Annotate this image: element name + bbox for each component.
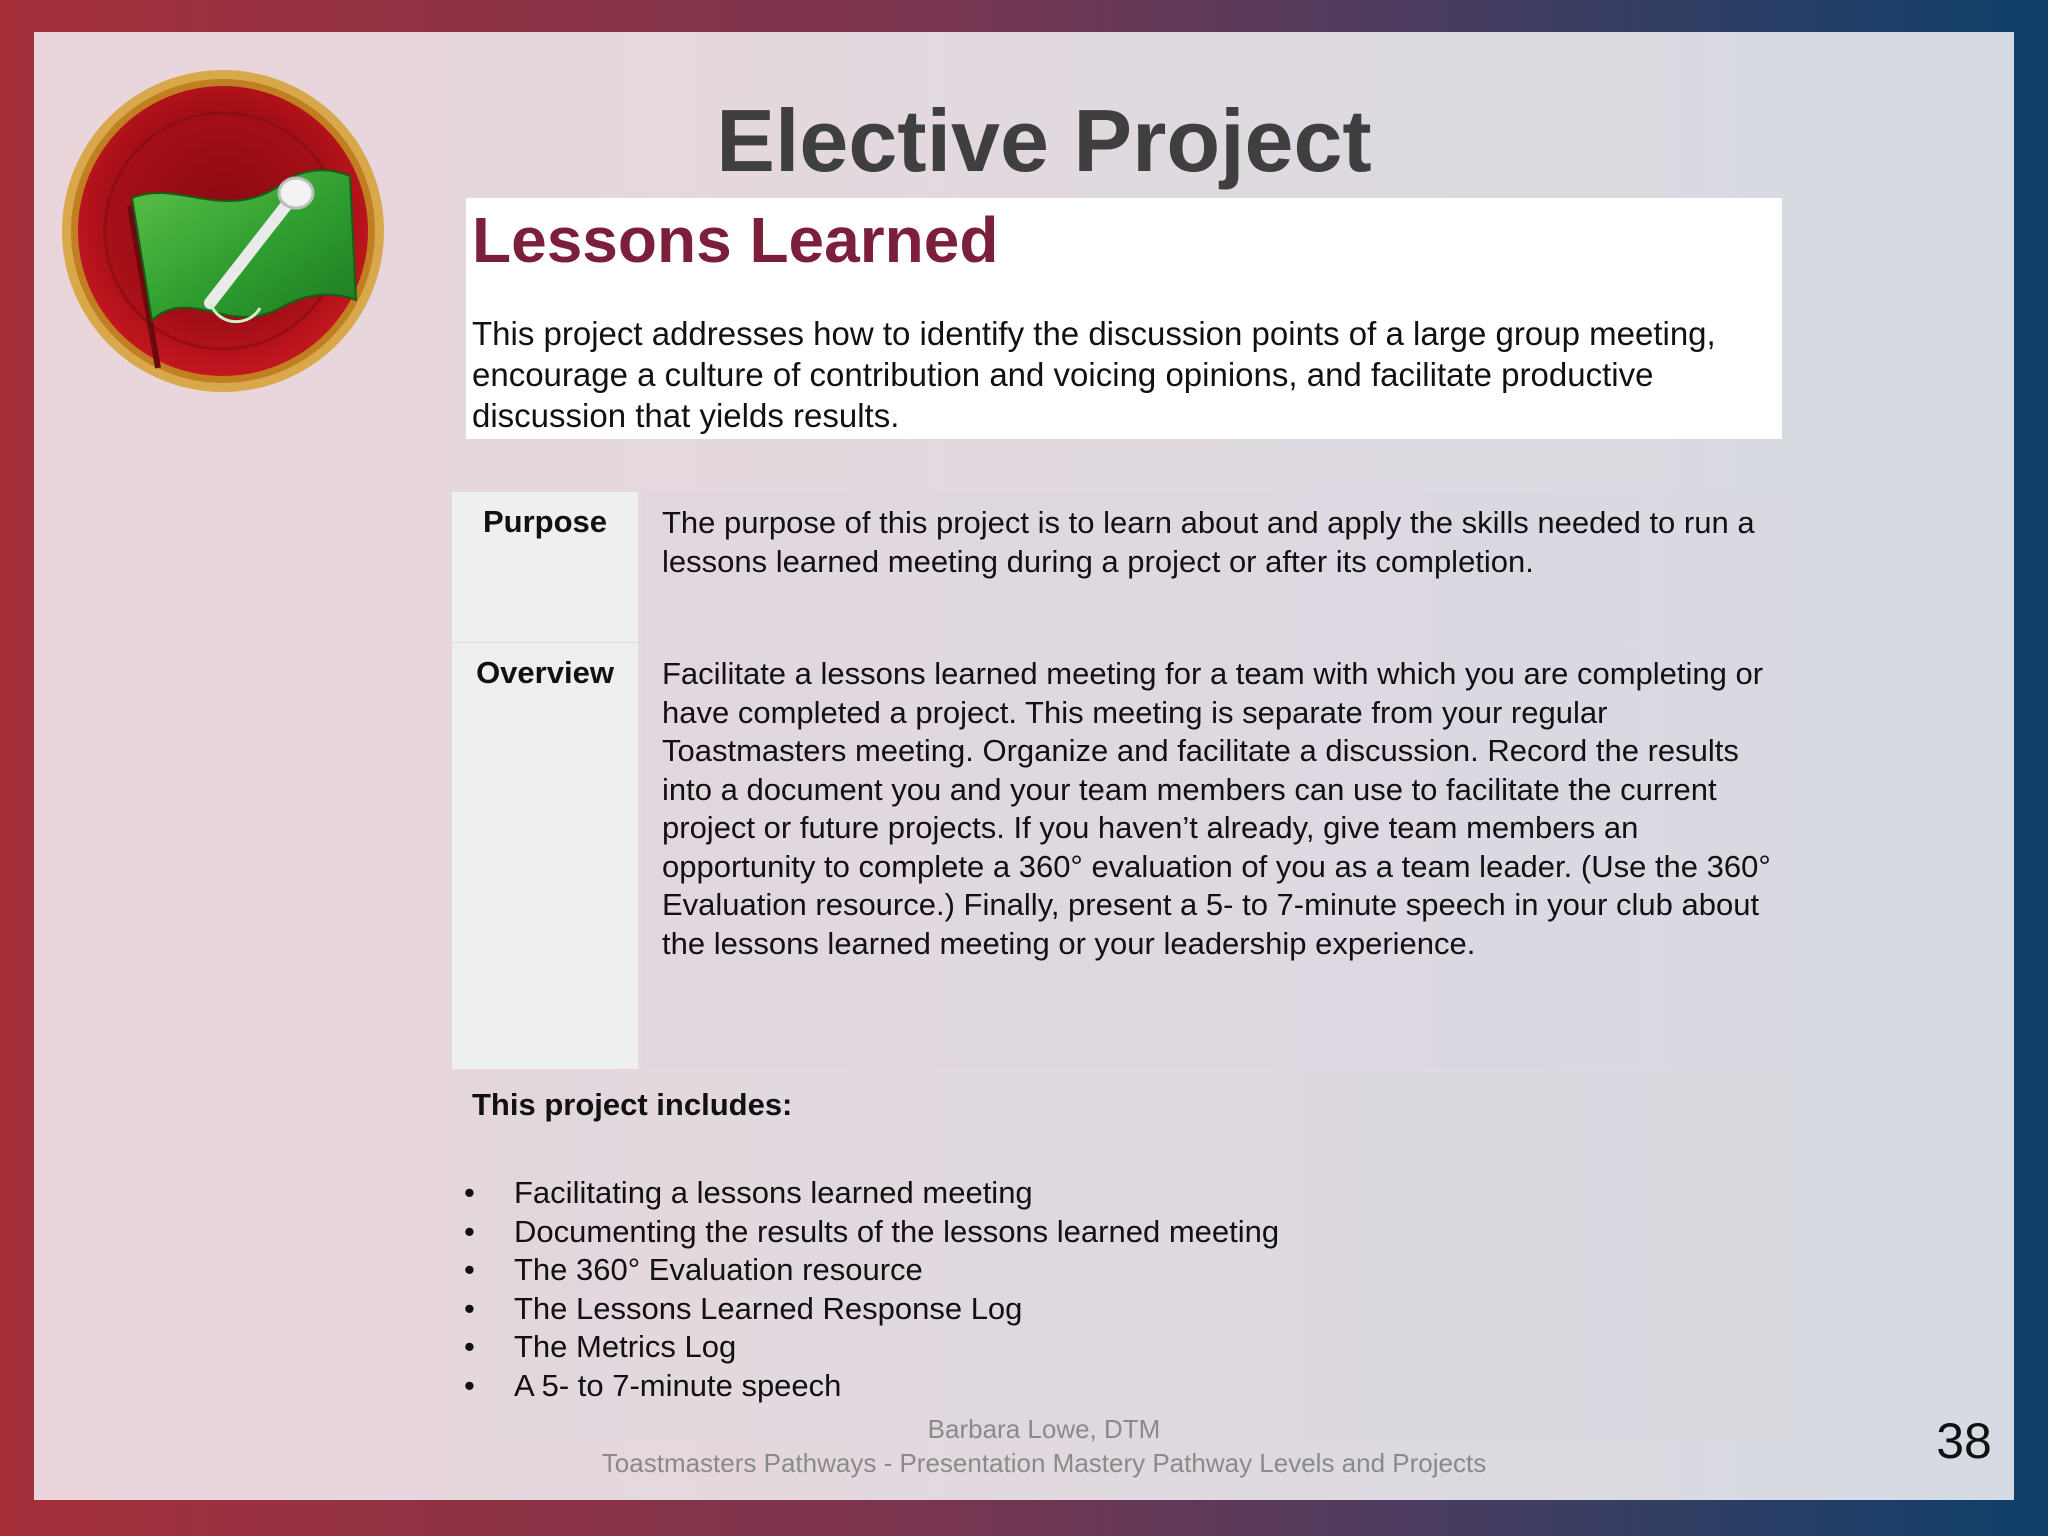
- purpose-text: The purpose of this project is to learn about and apply the skills needed to run a lessons learned meeting during a project or after its completion.: [642, 492, 1798, 642]
- list-item: • Documenting the results of the lessons learned meeting: [452, 1213, 1798, 1252]
- includes-heading: This project includes:: [472, 1087, 793, 1122]
- project-includes: [452, 1072, 1798, 1440]
- page-number: 38: [1936, 1413, 1992, 1469]
- table-row-overview: [452, 643, 1798, 1069]
- list-item: • Facilitating a lessons learned meeting: [452, 1174, 1798, 1213]
- includes-list: [452, 1174, 1798, 1405]
- bullet: •: [464, 1329, 475, 1364]
- bullet: •: [464, 1175, 475, 1210]
- bullet: •: [464, 1213, 475, 1249]
- table-row-purpose: [452, 492, 1798, 642]
- bullet: •: [464, 1252, 475, 1287]
- project-name: Lessons Learned: [472, 204, 999, 276]
- project-summary: [466, 198, 1782, 439]
- page-title: Elective Project: [716, 91, 1372, 190]
- list-item: • A 5- to 7-minute speech: [452, 1367, 1798, 1406]
- project-details-table: [452, 492, 1798, 1440]
- purpose-label: Purpose: [452, 492, 638, 642]
- footer-source: Toastmasters Pathways - Presentation Mastery Pathway Levels and Projects: [601, 1448, 1487, 1478]
- list-item: • The 360° Evaluation resource: [452, 1251, 1798, 1290]
- project-description: This project addresses how to identify the discussion points of a large group meeting, encourage a culture of contribution and voicing opinions, and facilitate productive discussion that yields results.: [472, 314, 1716, 434]
- microphone-flag-icon: [60, 68, 386, 394]
- list-item: • The Lessons Learned Response Log: [452, 1290, 1798, 1329]
- bullet: •: [464, 1290, 475, 1326]
- slide: [34, 32, 2014, 1500]
- list-item: • The Metrics Log: [452, 1328, 1798, 1367]
- footer-author: Barbara Lowe, DTM: [927, 1414, 1161, 1444]
- footer: [434, 1412, 1654, 1480]
- overview-text: Facilitate a lessons learned meeting for a team with which you are completing or have completed a project. This meeting is separate from your regular Toastmasters meeting. Organize and facilitate a discussion. Record the results into a document you and your team members can use to facilitate the current project or future projects. If you haven’t already, give team members an opportunity to complete a 360° evaluation of you as a team leader. (Use the 360° Evaluation resource.) Finally, present a 5- to 7-minute speech in your club about the lessons learned meeting or your leadership experience.: [642, 643, 1798, 1069]
- bullet: •: [464, 1367, 475, 1403]
- overview-label: Overview: [452, 643, 638, 1069]
